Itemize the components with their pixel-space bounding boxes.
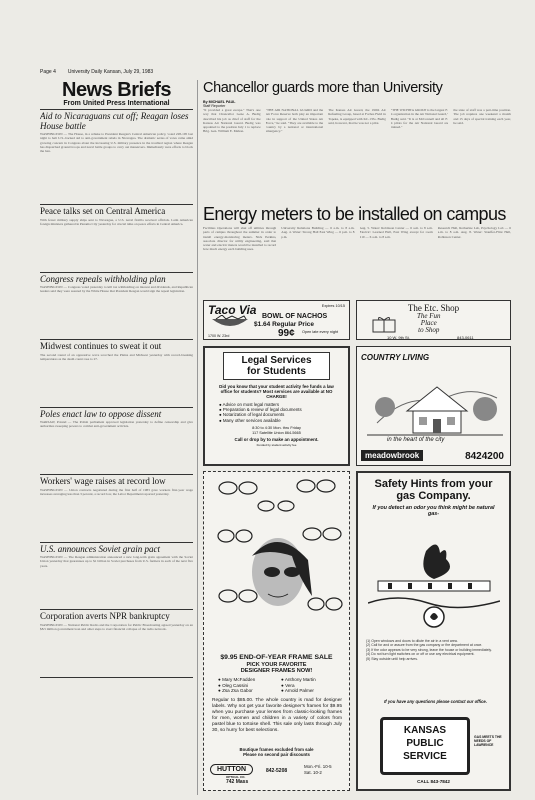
brief-body: WASHINGTON — Union contracts negotiated during the first half of 1983 gave workers first-year wage increases averaging less than 3 percent, a record low, the Labor Department reported yesterday. [40,487,193,496]
legal-service-item [219,418,348,423]
brief-headline: U.S. announces Soviet grain pact [40,543,160,554]
safety-tip: (4) Do not turn light switches on or off or use any electrical equipment. [366,652,475,657]
safety-hints-ad [356,471,511,791]
chancellor-byline: By MICHAEL PAUL [203,100,236,104]
frames-store: HUTTON [210,764,253,775]
country-place: meadowbrook [361,450,423,461]
designer-name: ● Arnold Palmer [281,688,314,694]
legal-cta: Call or drop by to make an appointment. [234,437,319,443]
designer-name: ● Anthony Martin [281,677,316,682]
etc-tagline-3: to Shop [418,326,440,334]
bullet-icon: ● [219,401,223,407]
legal-title-1: Legal Services [241,355,312,366]
safety-tip: (3) If the odor appears to be very strong, leave the house or building immediately. [366,647,492,652]
safety-tip: (5) Stay outside until help arrives. [366,656,418,661]
chancellor-headline: Chancellor guards more than University [203,80,443,96]
country-tagline: in the heart of the city [387,437,445,443]
energy-headline: Energy meters to be installed on campus [203,204,506,224]
country-name: COUNTRY LIVING [361,353,430,362]
taco-open: Open late every night [302,330,339,334]
page-folio [40,69,510,75]
briefs-subtitle: From United Press International [63,100,170,107]
paper-dateline: University Daily Kansan, July 29, 1983 [67,69,154,75]
brief-body: With fewer military supply ships sent to Nicaragua, a U.S. naval flotilla received officials. Latin American foreign ministers gathered in Panama City yesterday for crucial talks on peace efforts in Central America. [40,217,193,226]
kps-tagline: GAS MEETS THE NEEDS OF LAWRENCE [474,735,502,747]
bullet-icon: ● [219,412,223,418]
chancellor-col-3: The Kansas Air Guard, the 190th Air Refueling Group, based at Forbes Field in Topeka, is equipped with KC-135s. Budig said, however, that he was not a pilot. [328,108,386,125]
brief-body: WASHINGTON — The Reagan administration announced a new long-term grain agreement with the Soviet Union yesterday that guarantees up to $1 billion in Soviet purchases from U.S. farmers in each of the next five years. [40,555,193,568]
glasses-illustration-icon [208,476,346,652]
brief-headline: Poles enact law to oppose dissent [40,408,162,419]
etc-tagline-1: The Fun [417,312,441,320]
legal-service-label: Notarization of legal documents [222,412,285,418]
frames-sub-2: DESIGNER FRAMES NOW! [240,668,313,674]
legal-service-label: Many other services available [222,417,281,423]
page-number: Page 4 [40,69,56,75]
legal-hours: 8:30 to 4:30 Mon. thru Friday [252,426,301,431]
brief-headline: Workers' wage raises at record low [40,476,166,486]
news-briefs-column [40,80,193,795]
etc-name: The Etc. Shop [407,303,460,313]
brief-headline: Midwest continues to sweat it out [40,341,162,351]
safety-sub: If you detect an odor you think might be natural gas- [372,505,495,518]
chancellor-col-2: "THE AIR NATIONAL GUARD and the Air Force Reserve both play an important role in support of the United States Air Force," he said. "They are available to the country by a national or international emergency." [265,108,324,134]
briefs-title: News Briefs [62,80,171,101]
brief-body: WARSAW, Poland — The Polish parliament approved legislation yesterday to define censorship and give authorities sweeping powers to combat anti-government activists. [40,420,193,429]
safety-tip: (2) Call for and or assure from the gas company or fire department at once. [366,643,483,648]
energy-col-2: University Relations Building — 6 a.m. to 8 a.m. Aug. 4. Water: Strong Hall East Wing — 6 p.m. to 8 p.m. [281,226,355,239]
brief-headline: Aid to Nicaraguans cut off; Reagan loses House battle [40,111,189,131]
taco-bowl-icon [210,315,250,331]
brief-headline: Congress repeals withholding plan [40,273,166,284]
etc-shop-ad [356,300,511,340]
kps-name-2: PUBLIC [406,738,444,749]
taco-via-ad [203,300,350,340]
brief-body: The second round of an oppressive wave scorched the Plains and Midwest yesterday with record-breaking temperatures as the death count rose to 27. [40,352,193,361]
etc-phone: 843-0611 [457,335,474,340]
taco-expires: Expires 10/15 [321,304,345,308]
chancellor-col-5: the state of staff was a part-time position. The job requires one weekend a month and 15 days of special training each year, he said. [453,108,511,125]
frames-note-2: Please no second pair discounts [243,752,310,757]
frames-headline: $9.95 END-OF-YEAR FRAME SALE [220,654,333,661]
kps-name-3: SERVICE [403,751,447,762]
frames-phone: 842-5208 [266,768,288,774]
designer-name: ● Mary McFadden [218,677,256,682]
brief-headline: Corporation averts NPR bankruptcy [40,611,170,621]
brief-headline: Peace talks set on Central America [40,206,166,216]
brief-body: WASHINGTON — The House, in a rebuke to President Reagan's Central American policy, voted 228-195 last night to halt U.S.-backed aid to anti-government rebels in Nicaragua. The dramatic series of votes came amid growing concern in Congress about the increasing U.S. military presence in the troubled region where Reagan has dispatched ground troops and naval battle groups to carry out maneuvers. Immediately were efforts to block the ban. [40,132,193,154]
legal-question: Did you know that your student activity fee funds a law office for students? Most services are available at NO CHARGE! [219,384,334,400]
house-illustration-icon [367,363,503,441]
legal-funded: Funded by student activity fee [256,443,297,448]
taco-address: 1700 W. 23rd [208,334,230,338]
frames-optical: OPTICAL CO. [226,775,246,779]
safety-title: Safety Hints from your gas Company. [374,478,493,502]
legal-service-label: Preparation & review of legal documents [222,407,302,413]
country-phone: 8424200 [465,451,504,462]
chancellor-staff: Staff Reporter [203,104,226,108]
taco-price: 99¢ [278,328,295,339]
energy-col-4: Research Hall, Rotherine Lab, Psychology Lab — 6 a.m. to 8 a.m. Aug. 8. Water: Stauffer-Flint Hall, Robinson Center. [437,226,511,239]
frames-sub-1: PICK YOUR FAVORITE [246,662,307,668]
brief-body: WASHINGTON — National Public Radio and the Corporation for Public Broadcasting agreed yesterday on an $8.5 million government loan and other steps to avert financial collapse of the radio network. [40,622,193,631]
chancellor-col-1: "It provided a great escape." That's one way that Chancellor Gene A. Budig described his job as chief of staff for the Kansas Air National Guard. Budig was appointed to the position July 1 to replace Brig. Gen. William E. Mahon. [203,108,261,134]
designer-name: ● Zsa Zsa Gabor [218,688,253,694]
frames-address: 742 Mass [226,779,249,785]
country-living-ad [356,346,511,466]
bullet-icon: ● [219,407,223,413]
frames-hours-2: Sat. 10-2 [304,769,322,775]
kps-name-1: KANSAS [403,725,447,736]
taco-regular: $1.64 Regular Price [254,321,314,328]
brief-body: WASHINGTON — Congress voted yesterday to kill tax withholding on interest and dividends, and Republican leaders said they were assured by the White House that President Reagan would sign the repeal legislation. [40,285,193,294]
bullet-icon: ● [219,417,223,423]
legal-title-2: for Students [247,366,306,377]
energy-col-3: Aug. 5. Water: Robinson Center — 6 a.m. to 8 a.m. Electric: Learned Hall, East Wing except for room 210 — 6 a.m. to 8 a.m. [359,226,433,239]
gift-icon [369,315,399,333]
etc-tagline-2: Place [420,319,437,327]
frame-sale-ad [203,471,350,791]
etc-address: 10 W. 9th St. [387,335,410,340]
chancellor-col-4: "THE WICHITA GROUP is the largest F-4 organization in the Air National Guard," Budig said. "It is at McConnell and all F-4 pilots for the Air National Guard are trained." [390,108,449,130]
safety-tip: (1) Open windows and doors to dilute the air in a vent area. [366,639,458,643]
energy-col-1: Facilities Operations will shut off utilities through parts of campus throughout the summer in order to install energy-monitoring meters. Nick Perkins, associate director for utility engineering, said that water and electric meters would be installed to record how much energy each building uses. [203,226,277,252]
designer-name: ● Vera [281,682,295,688]
safety-footer: If you have any questions please contact our office. [384,699,487,704]
frames-hours-1: Mon.-Fri. 10-5 [304,764,332,769]
legal-service-label: Advice on most legal matters [222,401,280,407]
frames-note: Boutique frames excluded from sale [239,747,314,752]
legal-location: 117 Satellite Union 864-5665 [252,430,301,435]
taco-offer: BOWL OF NACHOS [262,313,328,320]
taco-brand: Taco Via [208,303,257,317]
designer-name: ● Oleg Cassini [218,682,249,688]
legal-services-ad [203,346,350,466]
gas-flame-illustration-icon [368,541,500,633]
frames-body: Regular to $85.00. The whole country is mad for designer labels. Why not get your favorite designer's frames for $9.95 when you purchase your lenses from classic-looking frames for men, women and children in a variety of colors from pastel blue to tortoise shell. This sale only lasts through July 30, so hurry for best selections. [212,698,342,733]
kps-phone: CALL 843-7842 [417,779,450,784]
